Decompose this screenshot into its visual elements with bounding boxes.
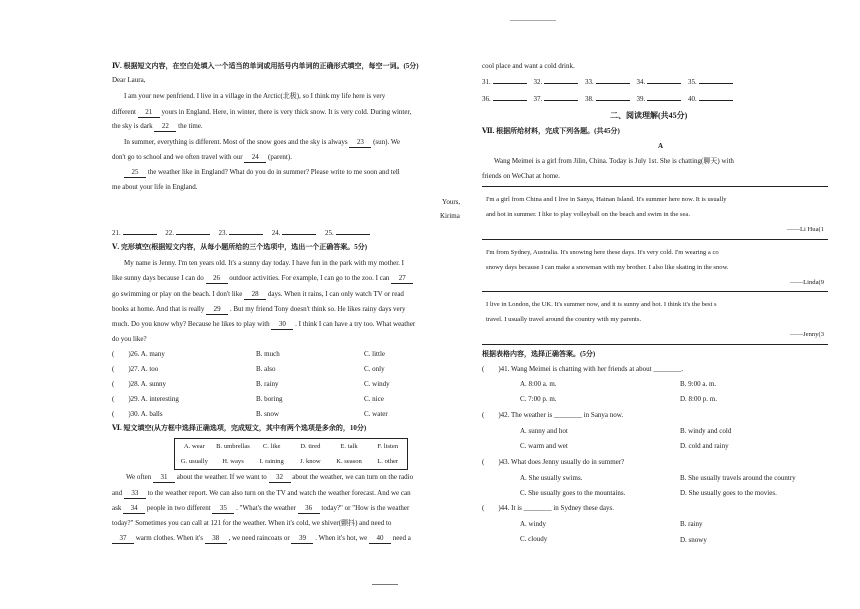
option[interactable]: C. She usually goes to the mountains. — [520, 489, 626, 497]
passage-label: A — [658, 142, 664, 150]
word-option: C. like — [262, 443, 281, 450]
message-signature: ——Li Hua(1 — [786, 226, 824, 233]
choice-b[interactable]: B. snow — [256, 410, 279, 418]
question: ( )41. Wang Meimei is chatting with her friends at about ________. — [482, 365, 684, 373]
answer-label: 24. — [271, 229, 281, 237]
answer-label: 40. — [688, 95, 697, 103]
paragraph-line: me about your life in England. — [112, 183, 198, 191]
blank-31: 31 — [153, 473, 175, 483]
answer-label: 22. — [165, 229, 174, 237]
message-signature: ——Linda(9 — [789, 279, 824, 286]
header-mark — [510, 20, 556, 21]
chat-message: I'm a girl from China and I live in Sanya, Hainan Island. It's summer here now. It is usually and hot in summer. I like to play volleyball on the beach and swim in the sea. ——Li Hua(1 — [482, 187, 828, 240]
answer-blank[interactable] — [229, 228, 263, 235]
paragraph-line: cool place and want a cold drink. — [482, 62, 575, 70]
paragraph-line: like sunny days because I can do 26 outdoor activities. For example, I can go to the zoo. I can 27 — [112, 274, 413, 284]
section-5-title: Ⅴ. 完形填空(根据短文内容，从每小题所给的三个选项中，选出一个正确答案。5分) — [112, 243, 368, 251]
word-option: A. wear — [183, 443, 205, 450]
answer-blank[interactable] — [699, 77, 733, 84]
answer-label: 32. — [533, 78, 543, 86]
word-option: I. raining — [259, 458, 284, 465]
paragraph-line: 37 warm clothes. When it's 38 , we need raincoats or 39 . When it's hot, we 40 need a — [112, 534, 411, 544]
blank-38: 38 — [205, 534, 227, 544]
choice-c[interactable]: C. little — [364, 350, 385, 358]
chat-message: I'm from Sydney, Australia. It's snowing here these days. It's very cold. I'm wearing a co snowy days because I can make a snowman with my brother. I also like skating in the snow. ——Linda(9 — [482, 240, 828, 292]
answer-label: 25. — [325, 229, 334, 237]
question: ( )44. It is ________ in Sydney these days. — [482, 504, 615, 512]
option[interactable]: D. She usually goes to the movies. — [680, 489, 777, 497]
answer-label: 33. — [585, 78, 594, 86]
answer-blank[interactable] — [336, 228, 370, 235]
answer-label: 37. — [533, 95, 543, 103]
choice-c[interactable]: C. nice — [364, 395, 384, 403]
word-option: D. tired — [300, 443, 321, 450]
chat-table — [482, 186, 828, 345]
blank-36: 36 — [298, 504, 320, 514]
part-2-title: 二、阅读理解(共45分) — [610, 111, 688, 120]
word-option: J. know — [300, 458, 321, 465]
answer-row — [112, 228, 468, 238]
question: ( )43. What does Jenny usually do in summer? — [482, 458, 625, 466]
section-4-title: Ⅳ. 根据短文内容，在空白处填入一个适当的单词或用括号内单词的正确形式填空，每空一词。(5分) — [112, 62, 419, 70]
answer-label: 31. — [482, 78, 491, 86]
blank-22: 22 — [154, 122, 176, 132]
answer-label: 34. — [636, 78, 646, 86]
option[interactable]: B. She usually travels around the country — [680, 474, 796, 482]
choice-a[interactable]: ( )27. A. too — [112, 365, 159, 373]
section-7-title: Ⅶ. 根据所给材料，完成下列各题。(共45分) — [482, 127, 620, 135]
paragraph-line: don't go to school and we often travel with our 24 (parent). — [112, 153, 292, 161]
option[interactable]: A. sunny and hot — [520, 427, 568, 435]
paragraph-line: ask 34 people in two different 35 . "What's the weather 36 today?" or "How is the weather — [112, 504, 410, 512]
answer-blank[interactable] — [596, 94, 630, 101]
paragraph-line: much. Do you know why? Because he likes to play with 30 . I think I can have a try too. What weather — [112, 320, 416, 328]
answer-blank[interactable] — [493, 77, 527, 84]
blank-34: 34 — [123, 504, 145, 514]
answer-blank[interactable] — [282, 228, 316, 235]
answer-label: 38. — [585, 95, 594, 103]
blank-37: 37 — [112, 534, 134, 544]
option[interactable]: B. 9:00 a. m. — [680, 380, 717, 388]
blank-23: 23 — [349, 138, 371, 148]
blank-27: 27 — [391, 274, 413, 284]
blank-32: 32 — [269, 473, 291, 483]
paragraph-line: and 33 to the weather report. We can also turn on the TV and watch the weather forecast. And we can — [112, 489, 411, 497]
blank-33: 33 — [124, 489, 146, 499]
questions-title: 根据表格内容，选择正确答案。(5分) — [482, 350, 596, 358]
word-option: H. ways — [222, 458, 244, 465]
blank-25: 25 — [124, 168, 146, 178]
option[interactable]: C. cloudy — [520, 535, 548, 543]
choice-a[interactable]: ( )30. A. balls — [112, 410, 163, 418]
word-option: E. talk — [340, 443, 358, 450]
paragraph-line: friends on WeChat at home. — [482, 172, 561, 180]
blank-29: 29 — [206, 305, 228, 315]
option[interactable]: A. windy — [520, 520, 547, 528]
answer-blank[interactable] — [544, 94, 578, 101]
option[interactable]: B. windy and cold — [680, 427, 732, 435]
option[interactable]: D. 8:00 p. m. — [680, 395, 717, 403]
blank-35: 35 — [212, 504, 234, 514]
answer-blank[interactable] — [647, 77, 681, 84]
choice-b[interactable]: B. boring — [256, 395, 283, 403]
answer-blank[interactable] — [176, 228, 210, 235]
answer-blank[interactable] — [596, 77, 630, 84]
answer-label: 36. — [482, 95, 491, 103]
choice-b[interactable]: B. much — [256, 350, 280, 358]
blank-24: 24 — [244, 153, 266, 163]
letter-closing: Yours, — [442, 198, 461, 206]
paragraph-line: do you like? — [112, 335, 147, 343]
paragraph-line: We often 31 about the weather. If we want to 32 about the weather, we can turn on the radio — [126, 473, 414, 481]
blank-40: 40 — [369, 534, 391, 544]
paragraph-line: go swimming or play on the beach. I don't like 28 days. When it rains, I can only watch TV or read — [112, 290, 404, 298]
section-6-title: Ⅵ. 短文填空(从方框中选择正确选项，完成短文，其中有两个选项是多余的，10分) — [112, 424, 367, 432]
answer-label: 21. — [112, 229, 121, 237]
paragraph-line: Wang Meimei is a girl from Jilin, China. Today is July 1st. She is chatting(聊天) with — [494, 157, 734, 165]
word-option: G. usually — [180, 458, 208, 465]
answer-blank[interactable] — [123, 228, 157, 235]
letter-signature: Kirima — [440, 212, 460, 220]
word-option: F. listen — [377, 443, 399, 450]
answer-label: 35. — [688, 78, 697, 86]
answer-row — [482, 77, 782, 87]
paragraph-line: today?" Sometimes you can call at 121 for the weather. When it's cold, we shiver(颤抖) and need to — [112, 519, 392, 527]
choice-b[interactable]: B. also — [256, 365, 276, 373]
word-bank-row — [175, 442, 407, 451]
answer-label: 39. — [636, 95, 646, 103]
blank-30: 30 — [271, 320, 293, 330]
blank-21: 21 — [138, 108, 160, 118]
choice-a[interactable]: ( )29. A. interesting — [112, 395, 179, 403]
option[interactable]: C. warm and wet — [520, 442, 568, 450]
chat-message: I live in London, the UK. It's summer now, and it is sunny and hot. I think it's the best s travel. I usually travel around the country with my parents. ——Jenny(3 — [482, 292, 828, 345]
answer-blank[interactable] — [699, 94, 733, 101]
choice-c[interactable]: C. windy — [364, 380, 390, 388]
word-option: L. other — [377, 458, 399, 465]
option[interactable]: A. 8:00 a. m. — [520, 380, 557, 388]
blank-26: 26 — [206, 274, 228, 284]
choice-b[interactable]: B. rainy — [256, 380, 279, 388]
word-option: K. season — [336, 458, 362, 465]
question: ( )42. The weather is ________ in Sanya now. — [482, 411, 624, 419]
word-option: B. umbrellas — [216, 443, 250, 450]
paragraph-line: the sky is dark 22 the time. — [112, 122, 203, 130]
word-bank-box — [174, 438, 408, 470]
answer-blank[interactable] — [647, 94, 681, 101]
option[interactable]: C. 7:00 p. m. — [520, 395, 557, 403]
answer-label: 23. — [218, 229, 228, 237]
answer-row — [482, 94, 782, 104]
answer-blank[interactable] — [493, 94, 527, 101]
choice-a[interactable]: ( )26. A. many — [112, 350, 165, 358]
paragraph-line: different 21 yours in England. Here, in winter, there is very thick snow. It is very cold. During winter, — [112, 108, 412, 116]
option[interactable]: D. snowy — [680, 536, 707, 544]
paragraph-line: 25 the weather like in England? What do you do in summer? Please write to me soon and tell — [124, 168, 400, 178]
message-signature: ——Jenny(3 — [789, 331, 824, 338]
paragraph-line: In summer, everything is different. Most of the snow goes and the sky is always 23 (sun). We — [124, 138, 400, 146]
footer-mark — [372, 584, 398, 585]
choice-a[interactable]: ( )28. A. sunny — [112, 380, 167, 388]
answer-blank[interactable] — [544, 77, 578, 84]
blank-28: 28 — [244, 290, 266, 300]
paragraph-line: My name is Jenny. I'm ten years old. It's a sunny day today. I have fun in the park with my mother. I — [124, 259, 404, 267]
choice-c[interactable]: C. water — [364, 410, 388, 418]
blank-39: 39 — [291, 534, 313, 544]
paragraph-line: books at home. And that is really 29 . But my friend Tony doesn't think so. He likes rainy days very — [112, 305, 406, 313]
choice-c[interactable]: C. only — [364, 365, 385, 373]
option[interactable]: B. rainy — [680, 520, 703, 528]
option[interactable]: A. She usually swims. — [520, 474, 583, 482]
letter-greeting: Dear Laura, — [112, 76, 146, 84]
word-bank-row — [175, 457, 407, 466]
option[interactable]: D. cold and rainy — [680, 442, 729, 450]
paragraph-line: I am your new penfriend. I live in a village in the Arctic(北极), so I think my life here is very — [124, 92, 386, 100]
